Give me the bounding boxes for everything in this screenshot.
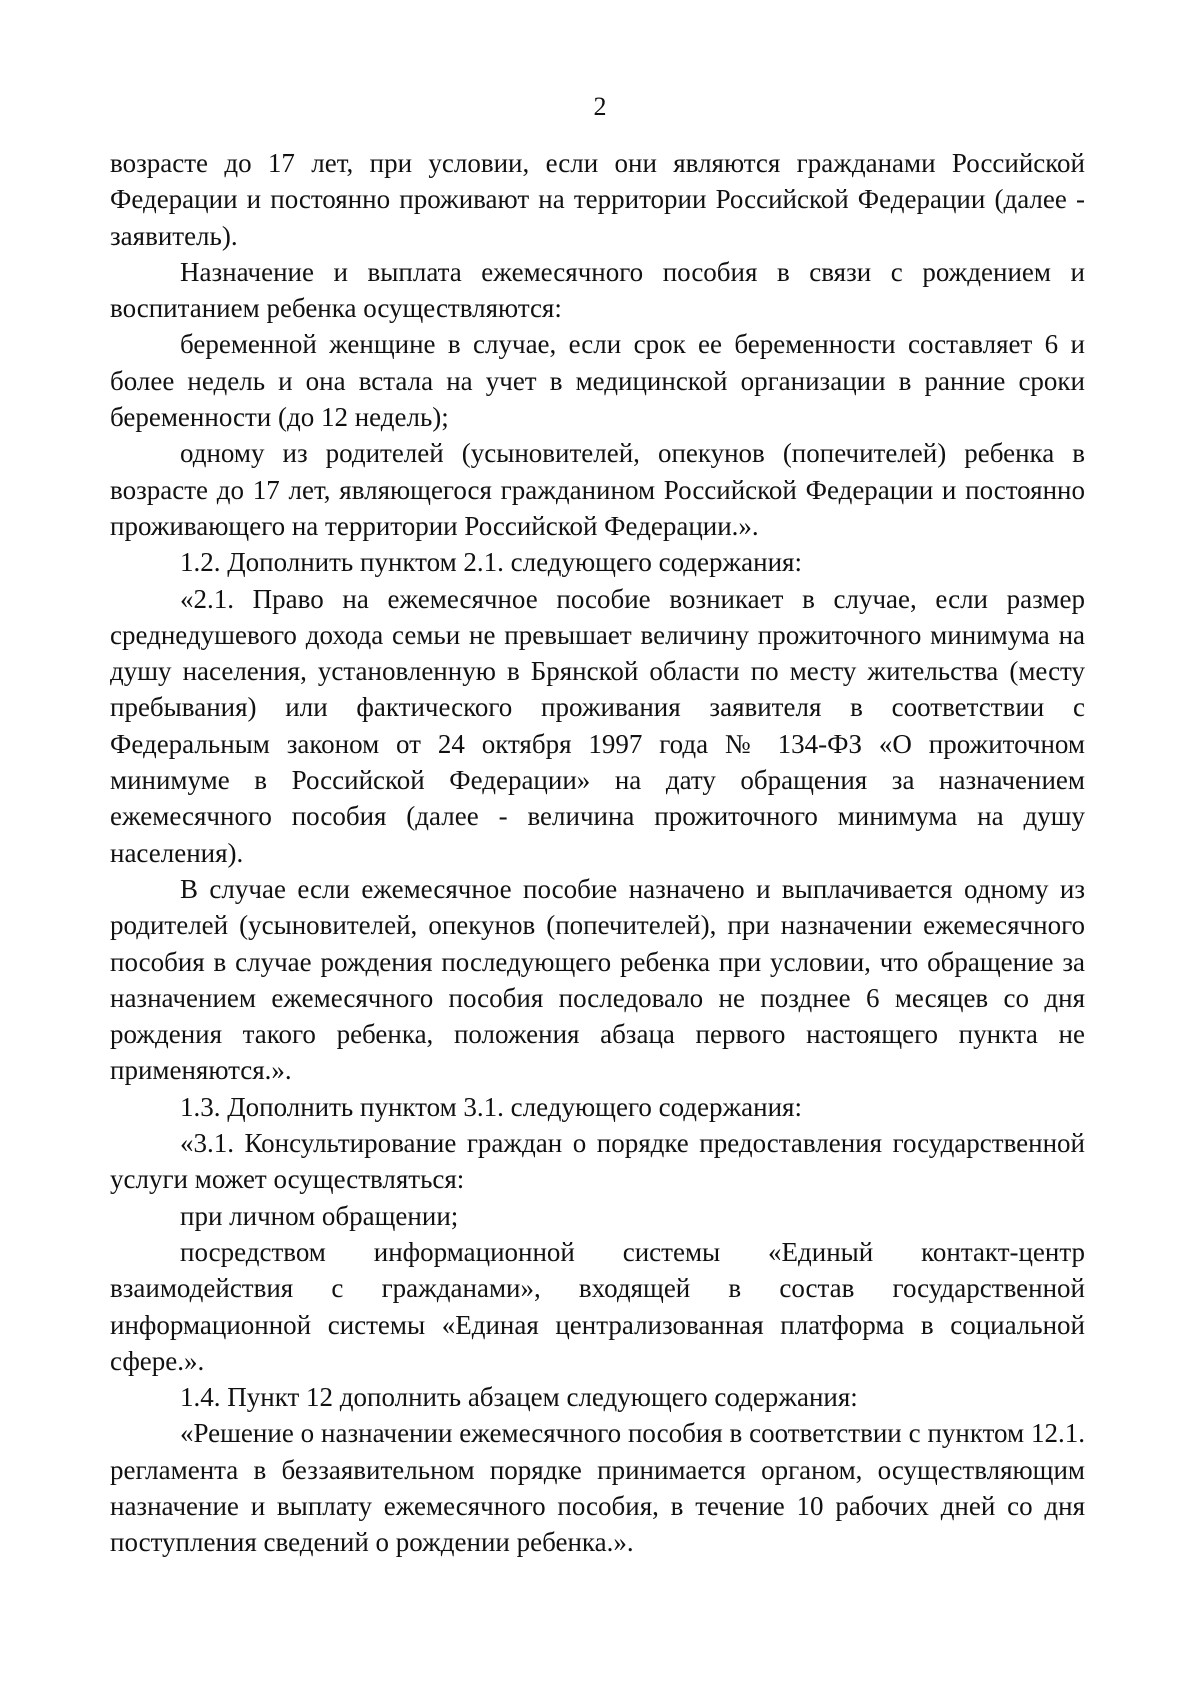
paragraph-assignment-intro: Назначение и выплата ежемесячного пособия в связи с рождением и воспитанием ребенка осуществляются:	[110, 256, 1085, 324]
paragraph-contact-center: посредством информационной системы «Единый контакт-центр взаимодействия с гражданами», входящей в состав государственной информационной системы «Единая централизованная платформа в социальной сфере.».	[110, 1236, 1085, 1376]
paragraph-one-parent: одному из родителей (усыновителей, опекунов (попечителей) ребенка в возрасте до 17 лет, являющегося гражданином Российской Федерации и постоянно проживающего на территории Российской Федерации.».	[110, 438, 1085, 541]
paragraph-amendment-1-2: 1.2. Дополнить пунктом 2.1. следующего содержания:	[180, 547, 802, 578]
paragraph-decision: «Решение о назначении ежемесячного пособия в соответствии с пунктом 12.1. регламента в беззаявительном порядке принимается органом, осуществляющим назначение и выплату ежемесячного пособия, в течение 10 рабочих дней со дня поступления сведений о рождении ребенка.».	[110, 1418, 1085, 1558]
paragraph-exception: В случае если ежемесячное пособие назначено и выплачивается одному из родителей (усыновителей, опекунов (попечителей), при назначении ежемесячного пособия в случае рождения последующего ребенка при условии, что обращение за назначением ежемесячного пособия последовало не позднее 6 месяцев со дня рождения такого ребенка, положения абзаца первого настоящего пункта не применяются.».	[110, 873, 1085, 1086]
paragraph-pregnant-woman: беременной женщине в случае, если срок ее беременности составляет 6 и более недель и она встала на учет в медицинской организации в ранние сроки беременности (до 12 недель);	[110, 329, 1085, 433]
paragraph-applicant-continuation: возрасте до 17 лет, при условии, если они являются гражданами Российской Федерации и постоянно проживают на территории Российской Федерации (далее - заявитель).	[110, 148, 1085, 251]
paragraph-clause-2-1: «2.1. Право на ежемесячное пособие возникает в случае, если размер среднедушевого дохода семьи не превышает величину прожиточного минимума на душу населения, установленную в Брянской области по месту жительства (месту пребывания) или фактического проживания заявителя в соответствии с Федеральным законом от 24 октября 1997 года № 134-ФЗ «О прожиточном минимуме в Российской Федерации» на дату обращения за назначением ежемесячного пособия (далее - величина прожиточного минимума на душу населения).	[110, 583, 1085, 868]
paragraph-clause-3-1: «3.1. Консультирование граждан о порядке предоставления государственной услуги может осуществляться:	[110, 1128, 1085, 1195]
paragraph-personal-visit: при личном обращении;	[180, 1200, 459, 1231]
document-body	[110, 145, 1085, 1561]
paragraph-amendment-1-4: 1.4. Пункт 12 дополнить абзацем следующего содержания:	[180, 1382, 858, 1413]
page-number: 2	[593, 92, 607, 121]
paragraph-amendment-1-3: 1.3. Дополнить пунктом 3.1. следующего содержания:	[180, 1091, 802, 1122]
